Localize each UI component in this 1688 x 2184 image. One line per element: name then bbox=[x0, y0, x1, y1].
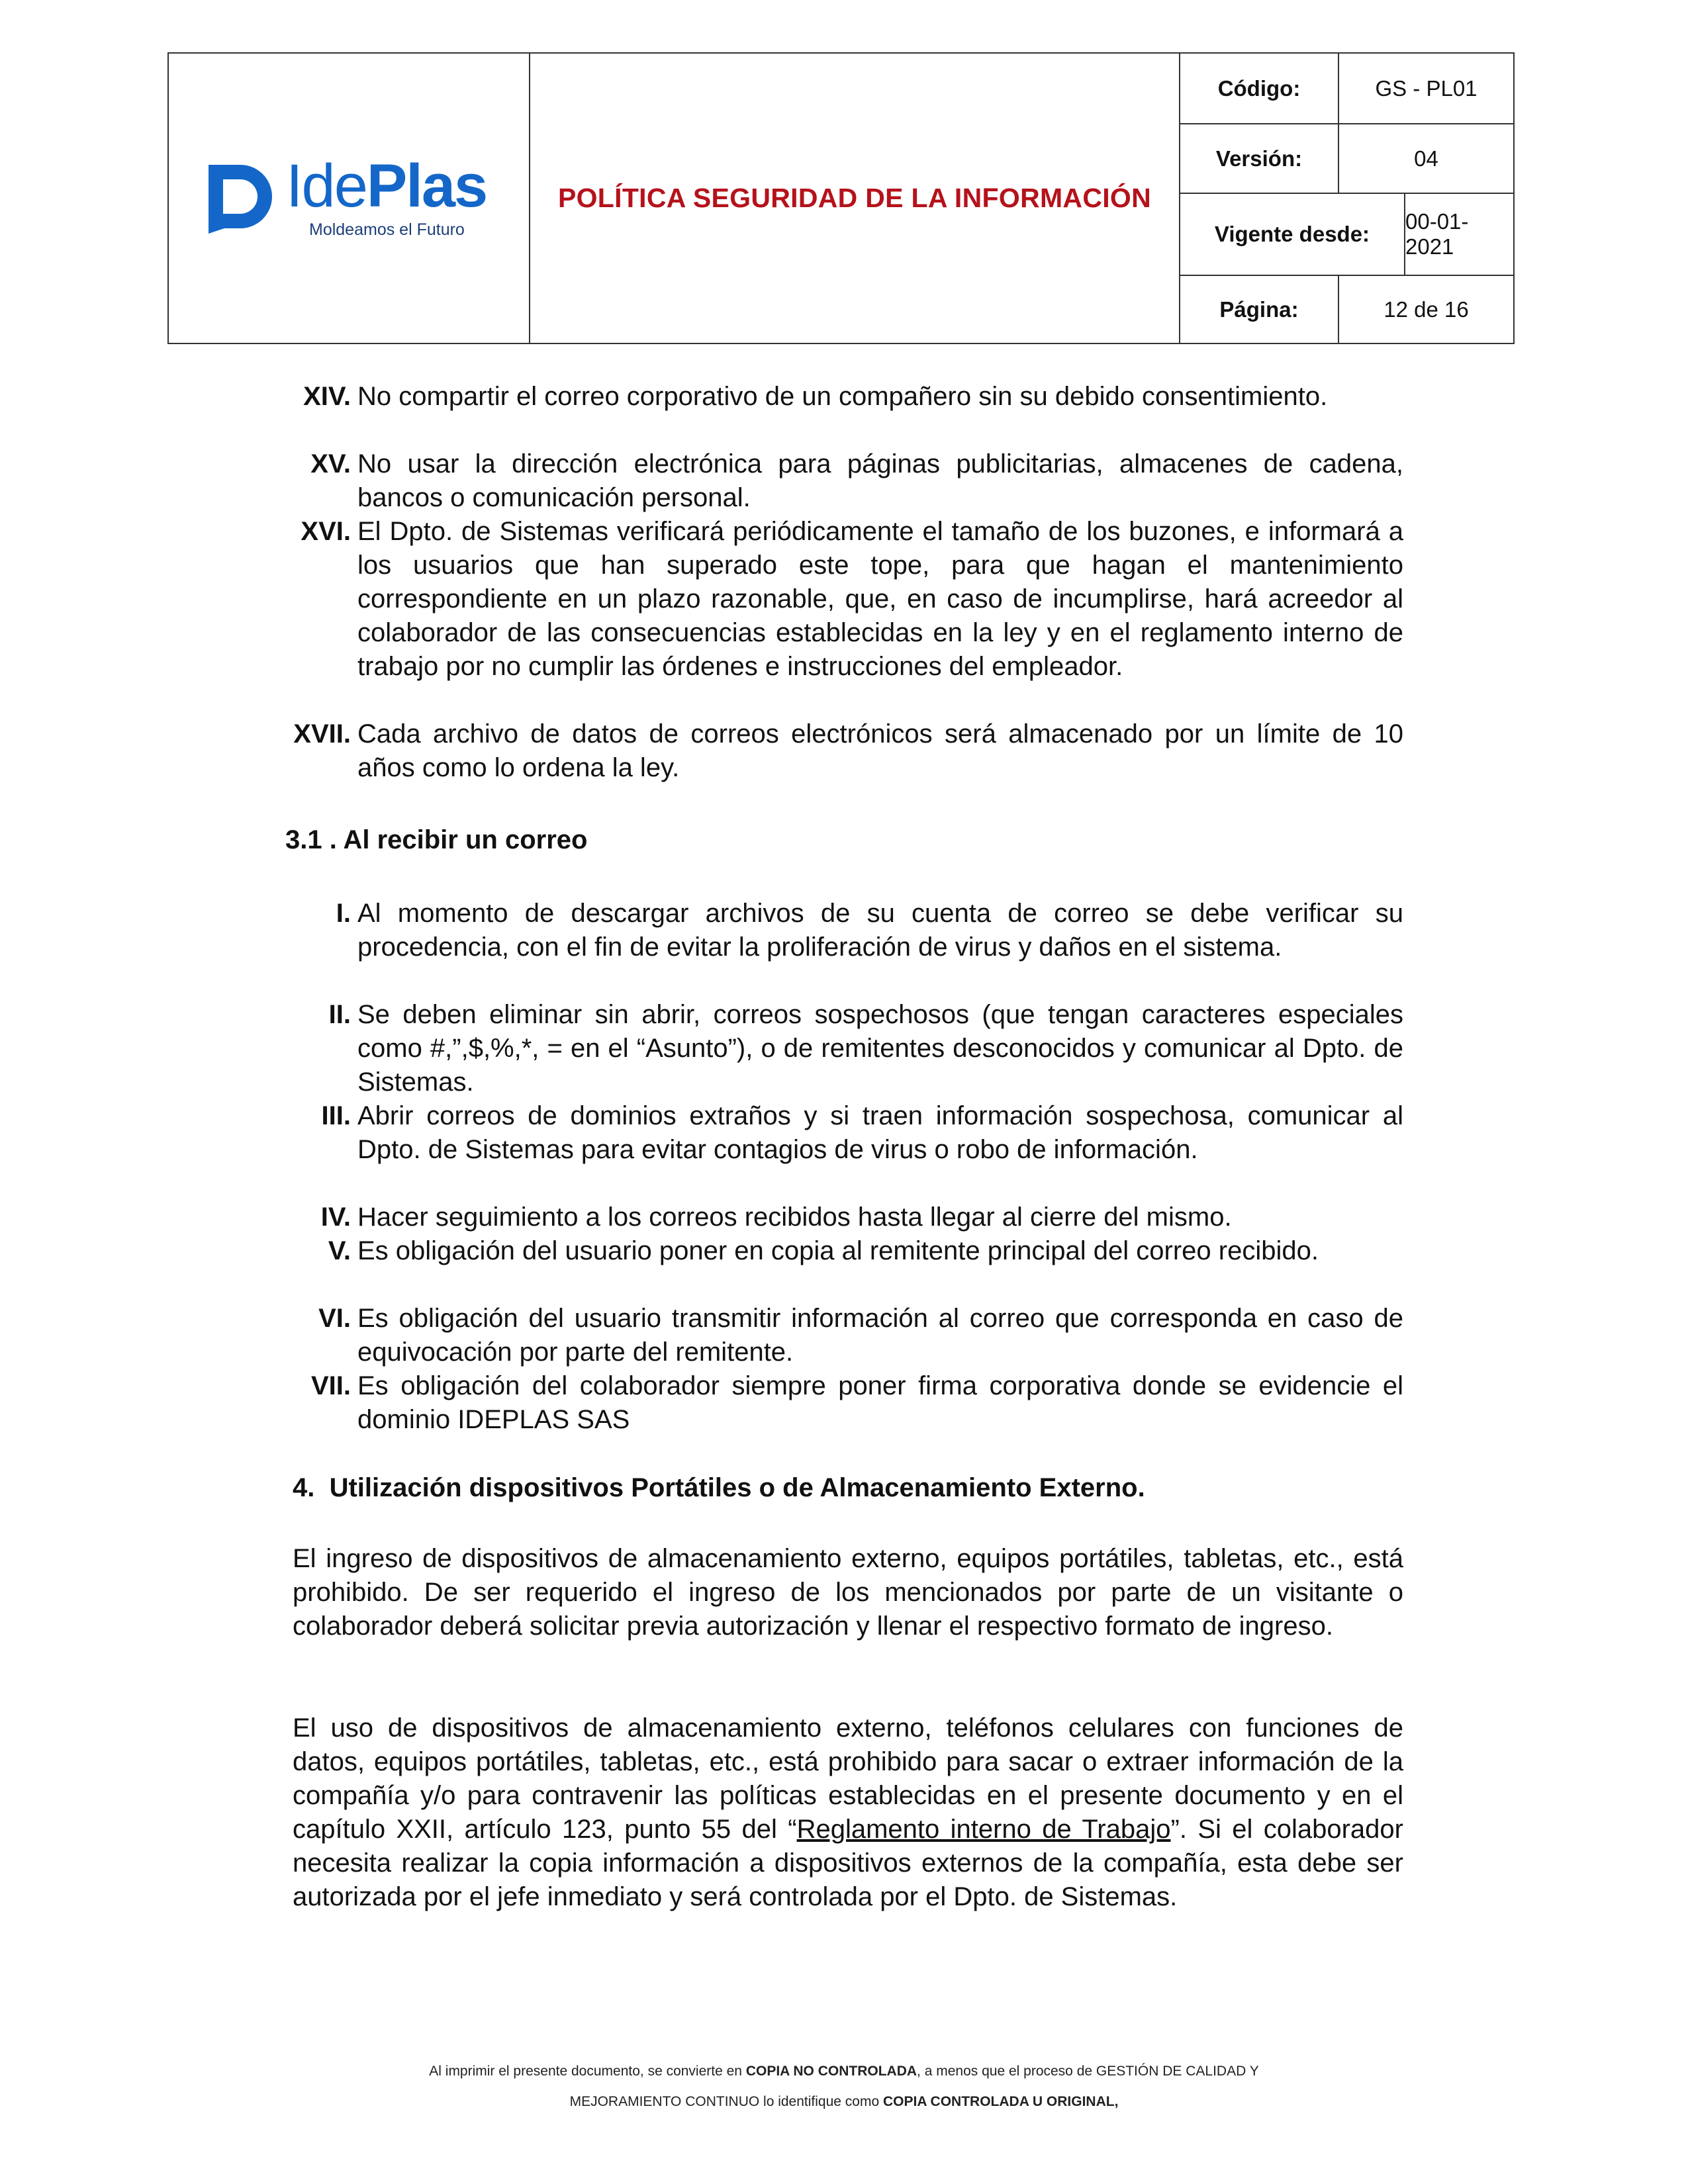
list-text: No usar la dirección electrónica para páginas publicitarias, almacenes de cadena, bancos o comunicación personal. bbox=[357, 449, 1403, 512]
document-title: POLÍTICA SEGURIDAD DE LA INFORMACIÓN bbox=[557, 183, 1152, 213]
meta-row-version bbox=[1180, 124, 1513, 194]
list-number: V. bbox=[328, 1236, 351, 1265]
list-text: Hacer seguimiento a los correos recibidos hasta llegar al cierre del mismo. bbox=[357, 1203, 1232, 1232]
list-number: XIV. bbox=[303, 382, 351, 411]
paragraph-2-text-end: ”. Si el colaborador necesita realizar la copia información a dispositivos externos de la compañía, esta debe ser autorizada por el jefe inmediato y será controlada por el Dpto. de Sistemas. bbox=[293, 1815, 1403, 1911]
list-item bbox=[328, 998, 1403, 1099]
list-item bbox=[293, 717, 1403, 785]
list-text: Abrir correos de dominios extraños y si traen información sospechosa, comunicar al Dpto. de Sistemas para evitar contagios de virus o robo de información. bbox=[357, 1101, 1403, 1164]
meta-value: 04 bbox=[1414, 146, 1438, 171]
list-item bbox=[320, 1201, 1403, 1234]
list-number: XVII. bbox=[293, 719, 351, 749]
list-text: Es obligación del colaborador siempre poner firma corporativa donde se evidencie el dominio IDEPLAS SAS bbox=[357, 1371, 1403, 1434]
section-heading-4 bbox=[293, 1471, 1145, 1505]
meta-label: Código: bbox=[1180, 54, 1339, 123]
list-text: Es obligación del usuario transmitir información al correo que corresponda en caso de equivocación por parte del remitente. bbox=[357, 1304, 1403, 1367]
document-title-cell bbox=[530, 54, 1180, 343]
logo-d-icon bbox=[203, 159, 276, 234]
list-item bbox=[310, 1369, 1403, 1437]
logo-cell bbox=[169, 54, 530, 343]
list-number: VI. bbox=[318, 1304, 351, 1333]
list-item bbox=[336, 897, 1403, 964]
ideplas-logo bbox=[203, 152, 494, 239]
meta-value: 00-01-2021 bbox=[1405, 209, 1469, 259]
list-item bbox=[301, 515, 1403, 684]
footer-line-1: Al imprimir el presente documento, se convierte en COPIA NO CONTROLADA, a menos que el proceso de GESTIÓN DE CALIDAD Y bbox=[429, 2064, 1259, 2079]
list-text: Al momento de descargar archivos de su cuenta de correo se debe verificar su procedencia, con el fin de evitar la proliferación de virus y daños en el sistema. bbox=[357, 899, 1403, 962]
list-number: XVI. bbox=[301, 517, 351, 546]
list-number: VII. bbox=[310, 1371, 351, 1400]
list-item bbox=[328, 1234, 1403, 1268]
list-text: No compartir el correo corporativo de un compañero sin su debido consentimiento. bbox=[357, 382, 1328, 411]
logo-tagline: Moldeamos el Futuro bbox=[309, 220, 465, 239]
list-item bbox=[310, 447, 1403, 515]
list-text: Se deben eliminar sin abrir, correos sospechosos (que tengan caracteres especiales como #,”,$,%,*, = en el “Asunto”), o de remitentes desconocidos y comunicar al Dpto. de Sistemas. bbox=[357, 1000, 1403, 1097]
section-heading-3-1: 3.1 . Al recibir un correo bbox=[285, 825, 588, 854]
meta-row-pagina bbox=[1180, 276, 1513, 343]
paragraph-2 bbox=[293, 1711, 1403, 1914]
meta-label: Página: bbox=[1180, 276, 1339, 343]
meta-label: Versión: bbox=[1180, 124, 1339, 193]
reglamento-link[interactable]: Reglamento interno de Trabajo bbox=[796, 1815, 1171, 1844]
document-footer bbox=[199, 2056, 1489, 2117]
meta-value: GS - PL01 bbox=[1375, 75, 1477, 101]
list-number: III. bbox=[321, 1101, 351, 1130]
section-number: 4. bbox=[293, 1473, 315, 1502]
list-number: I. bbox=[336, 899, 351, 928]
list-number: II. bbox=[328, 1000, 351, 1029]
list-item bbox=[303, 380, 1403, 414]
meta-row-codigo bbox=[1180, 54, 1513, 124]
list-number: IV. bbox=[320, 1203, 351, 1232]
paragraph-1: El ingreso de dispositivos de almacenamiento externo, equipos portátiles, tabletas, etc., está prohibido. De ser requerido el ingreso de los mencionados por parte de un visitante o colaborador deberá solicitar previa autorización y llenar el respectivo formato de ingreso. bbox=[293, 1544, 1403, 1641]
list-text: Cada archivo de datos de correos electrónicos será almacenado por un límite de 10 años como lo ordena la ley. bbox=[357, 719, 1403, 782]
paragraph-2-text: El uso de dispositivos de almacenamiento externo, teléfonos celulares con funciones de datos, equipos portátiles, tabletas, etc., está prohibido para sacar o extraer información de la compañía y/o para contravenir las políticas establecidas en el presente documento y en el capítulo XXII, artículo 123, punto 55 del “ bbox=[293, 1713, 1403, 1844]
footer-line-2: MEJORAMIENTO CONTINUO lo identifique como COPIA CONTROLADA U ORIGINAL, bbox=[569, 2094, 1119, 2109]
list-item bbox=[321, 1099, 1403, 1167]
list-item bbox=[318, 1302, 1403, 1369]
list-text: Es obligación del usuario poner en copia al remitente principal del correo recibido. bbox=[357, 1236, 1319, 1265]
list-text: El Dpto. de Sistemas verificará periódicamente el tamaño de los buzones, e informará a los usuarios que han superado este tope, para que hagan el mantenimiento correspondiente en un plazo razonable, que, en caso de incumplirse, hará acreedor al colaborador de las consecuencias establecidas en la ley y en el reglamento interno de trabajo por no cumplir las órdenes e instrucciones del empleador. bbox=[357, 517, 1403, 681]
meta-label: Vigente desde: bbox=[1180, 194, 1405, 275]
meta-row-vigente bbox=[1180, 194, 1513, 276]
meta-value: 12 de 16 bbox=[1383, 296, 1469, 322]
list-number: XV. bbox=[310, 449, 351, 478]
section-title: Utilización dispositivos Portátiles o de Almacenamiento Externo. bbox=[329, 1473, 1145, 1502]
document-meta bbox=[1180, 54, 1513, 343]
logo-wordmark: IdePlas bbox=[286, 152, 487, 220]
document-header bbox=[167, 52, 1515, 344]
